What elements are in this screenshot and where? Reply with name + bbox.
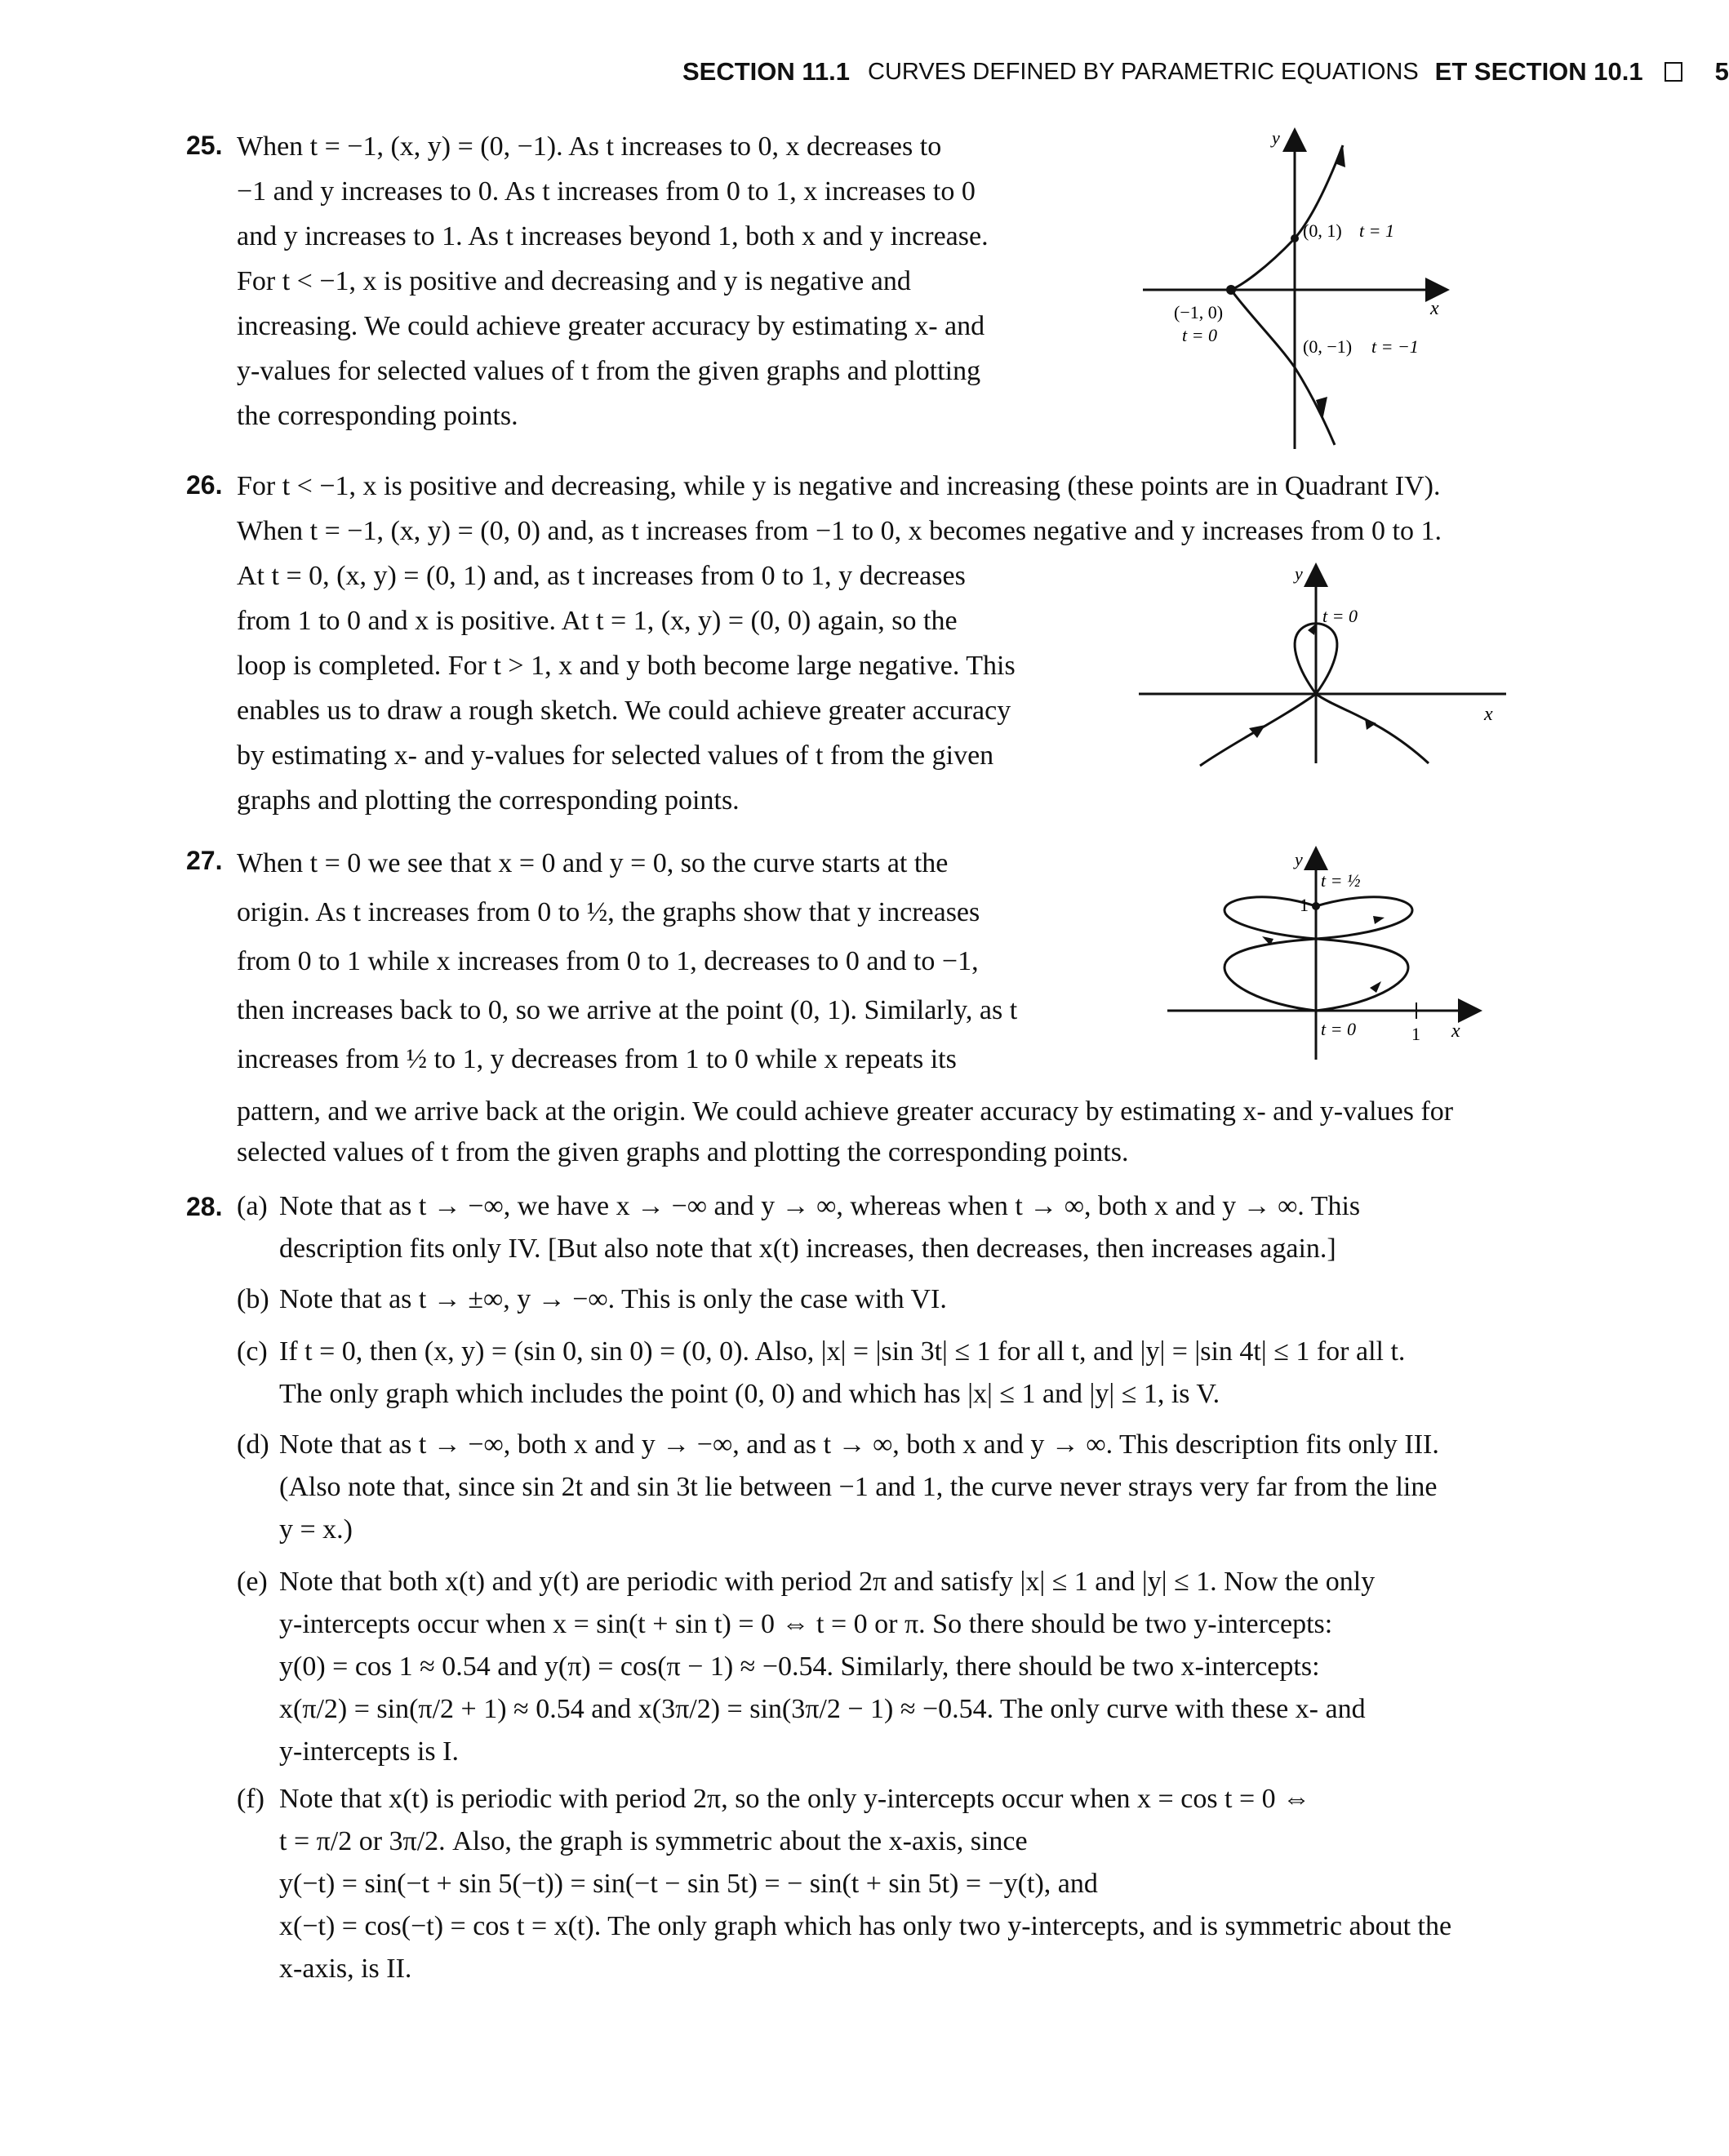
- text-line: If t = 0, then (x, y) = (sin 0, sin 0) = (0, 0). Also, |x| = |sin 3t| ≤ 1 for all t, and |y| = |sin 4t| ≤ 1 for all t.: [279, 1336, 1406, 1367]
- text-line: loop is completed. For t > 1, x and y both become large negative. This: [237, 651, 1016, 681]
- text-line: and y increases to 1. As t increases beyond 1, both x and y increase.: [237, 221, 989, 251]
- part-label: (b): [237, 1284, 269, 1314]
- text-line: y-intercepts occur when x = sin(t + sin t) = 0 ⇔ t = 0 or π. So there should be two y-intercepts:: [279, 1609, 1333, 1639]
- x-label: x: [1430, 298, 1439, 319]
- problem-25-figure: [1135, 122, 1445, 457]
- arrowhead: [1249, 725, 1265, 738]
- label-m10: (−1, 0): [1174, 302, 1224, 322]
- text-line: from 0 to 1 while x increases from 0 to 1, decreases to 0 and to −1,: [237, 946, 979, 976]
- t-zero-label: t = 0: [1321, 1019, 1356, 1039]
- text-line: Note that as t → −∞, we have x → −∞ and y → ∞, whereas when t → ∞, both x and y → ∞. This: [279, 1191, 1361, 1221]
- text-line: t = π/2 or 3π/2. Also, the graph is symmetric about the x-axis, since: [279, 1826, 1028, 1856]
- problem-28-number: 28.: [186, 1192, 223, 1221]
- text-line: For t < −1, x is positive and decreasing, while y is negative and increasing (these points are in Quadrant IV).: [237, 471, 1441, 501]
- text-line: When t = 0 we see that x = 0 and y = 0, so the curve starts at the: [237, 848, 949, 878]
- t0-label: t = 0: [1322, 606, 1358, 626]
- text-line: enables us to draw a rough sketch. We could achieve greater accuracy: [237, 696, 1011, 726]
- point-t1: [1291, 234, 1299, 242]
- point-t-half: [1312, 902, 1320, 910]
- text-line: Note that as t → ±∞, y → −∞. This is only the case with VI.: [279, 1284, 947, 1314]
- y-label: y: [1272, 127, 1280, 148]
- x-one-label: 1: [1411, 1024, 1420, 1044]
- part-label: (d): [237, 1429, 269, 1460]
- y-label: y: [1295, 849, 1303, 869]
- text-line: the corresponding points.: [237, 401, 518, 431]
- text-line: For t < −1, x is positive and decreasing and y is negative and: [237, 266, 911, 296]
- label-t0: t = 0: [1182, 325, 1217, 345]
- y-label: y: [1295, 563, 1303, 584]
- text-line: graphs and plotting the corresponding points.: [237, 785, 740, 816]
- text-line: increasing. We could achieve greater accuracy by estimating x- and: [237, 311, 985, 341]
- label-t1: t = 1: [1359, 220, 1394, 241]
- text-line: When t = −1, (x, y) = (0, −1). As t increases to 0, x decreases to: [237, 131, 942, 162]
- arrowhead: [1365, 718, 1376, 730]
- text-line: x(−t) = cos(−t) = cos t = x(t). The only graph which has only two y-intercepts, and is symmetric about the: [279, 1911, 1452, 1941]
- text-line: Note that x(t) is periodic with period 2π, so the only y-intercepts occur when x = cos t = 0 ⇔: [279, 1784, 1311, 1814]
- text-line: y-intercepts is I.: [279, 1736, 459, 1767]
- text-line: At t = 0, (x, y) = (0, 1) and, as t increases from 0 to 1, y decreases: [237, 561, 966, 591]
- header-section: SECTION 11.1: [682, 57, 851, 86]
- part-label: (e): [237, 1567, 268, 1597]
- text-line: selected values of t from the given graphs and plotting the corresponding points.: [237, 1137, 1129, 1167]
- label-tm1: t = −1: [1371, 336, 1419, 357]
- y-one-label: 1: [1300, 895, 1309, 915]
- figure-eight-curve: [1225, 897, 1412, 1011]
- text-line: pattern, and we arrive back at the origin. We could achieve greater accuracy by estimating x- and y-values for: [237, 1096, 1454, 1127]
- part-label: (c): [237, 1336, 268, 1367]
- t-half-label: t = ½: [1321, 870, 1361, 891]
- text-line: increases from ½ to 1, y decreases from 1 to 0 while x repeats its: [237, 1044, 957, 1074]
- text-line: y(0) = cos 1 ≈ 0.54 and y(π) = cos(π − 1) ≈ −0.54. Similarly, there should be two x-intercepts:: [279, 1651, 1320, 1682]
- problem-27-text: [237, 839, 1017, 1084]
- text-line: origin. As t increases from 0 to ½, the graphs show that y increases: [237, 897, 980, 927]
- arrowhead: [1370, 981, 1381, 993]
- page-number: 5: [1714, 57, 1729, 86]
- problem-26-figure: [1135, 555, 1510, 776]
- header-title: CURVES DEFINED BY PARAMETRIC EQUATIONS: [868, 58, 1419, 85]
- text-line: −1 and y increases to 0. As t increases from 0 to 1, x increases to 0: [237, 176, 976, 207]
- problem-26-number: 26.: [186, 470, 223, 500]
- text-line: When t = −1, (x, y) = (0, 0) and, as t increases from −1 to 0, x becomes negative and y increases from 0 to 1.: [237, 516, 1442, 546]
- x-label: x: [1451, 1020, 1460, 1042]
- text-line: then increases back to 0, so we arrive at the point (0, 1). Similarly, as t: [237, 995, 1018, 1025]
- problem-27-number: 27.: [186, 846, 223, 875]
- text-line: y = x.): [279, 1514, 353, 1545]
- problem-27-figure: [1159, 841, 1486, 1086]
- text-line: y(−t) = sin(−t + sin 5(−t)) = sin(−t − sin 5t) = − sin(t + sin 5t) = −y(t), and: [279, 1869, 1098, 1899]
- text-line: Note that both x(t) and y(t) are periodic with period 2π and satisfy |x| ≤ 1 and |y| ≤ 1. Now the only: [279, 1567, 1376, 1597]
- problem-27-text-cont: [237, 1091, 1453, 1173]
- text-line: x-axis, is II.: [279, 1954, 412, 1984]
- text-line: (Also note that, since sin 2t and sin 3t lie between −1 and 1, the curve never strays very far from the line: [279, 1472, 1438, 1502]
- arrowhead: [1373, 916, 1385, 924]
- part-label: (f): [237, 1784, 264, 1814]
- point-t0: [1226, 285, 1236, 295]
- problem-25-number: 25.: [186, 131, 223, 160]
- text-line: x(π/2) = sin(π/2 + 1) ≈ 0.54 and x(3π/2) = sin(3π/2 − 1) ≈ −0.54. The only curve with these x- and: [279, 1694, 1366, 1724]
- text-line: The only graph which includes the point (0, 0) and which has |x| ≤ 1 and |y| ≤ 1, is V.: [279, 1379, 1220, 1409]
- problem-25-text: [237, 124, 989, 438]
- running-header: [682, 49, 1729, 95]
- header-et-section: ET SECTION 10.1: [1434, 57, 1643, 86]
- text-line: description fits only IV. [But also note that x(t) increases, then decreases, then increases again.]: [279, 1234, 1336, 1264]
- text-line: from 1 to 0 and x is positive. At t = 1, (x, y) = (0, 0) again, so the: [237, 606, 958, 636]
- text-line: by estimating x- and y-values for selected values of t from the given: [237, 740, 994, 771]
- label-01: (0, 1): [1303, 220, 1342, 241]
- branch-right: [1316, 694, 1429, 763]
- part-label: (a): [237, 1191, 268, 1221]
- x-label: x: [1484, 704, 1493, 725]
- checkbox-icon: [1665, 62, 1682, 82]
- text-line: Note that as t → −∞, both x and y → −∞, and as t → ∞, both x and y → ∞. This description fits only III.: [279, 1429, 1439, 1460]
- label-0m1: (0, −1): [1303, 336, 1353, 357]
- text-line: y-values for selected values of t from the given graphs and plotting: [237, 356, 981, 386]
